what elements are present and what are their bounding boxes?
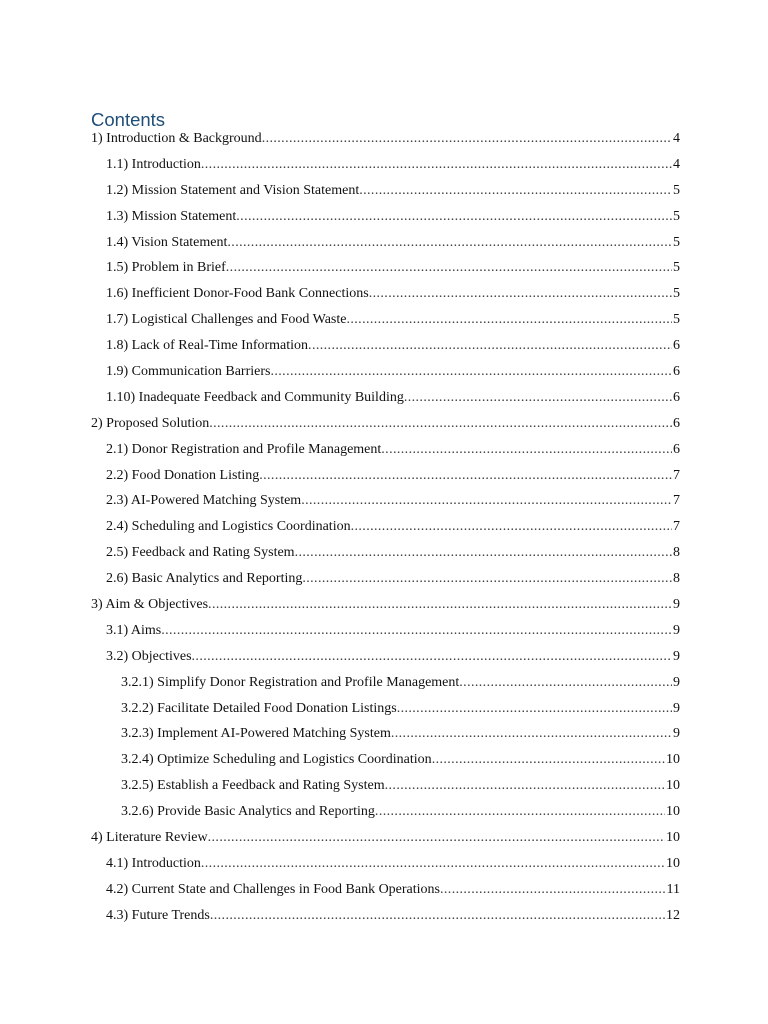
dot-leader	[208, 597, 672, 613]
toc-entry-title: 2) Proposed Solution	[91, 415, 210, 431]
dot-leader	[359, 183, 672, 199]
toc-entry-page-number: 9	[673, 700, 680, 716]
dot-leader	[381, 442, 672, 458]
dot-leader	[346, 312, 672, 328]
dot-leader	[301, 493, 672, 509]
toc-entry-page-number: 11	[666, 881, 680, 897]
dot-leader	[308, 338, 672, 354]
toc-entry[interactable]	[91, 131, 680, 157]
toc-entry-page-number: 9	[673, 622, 680, 638]
toc-entry-title: 1.5) Problem in Brief	[106, 260, 226, 276]
toc-entry-title: 3.2.5) Establish a Feedback and Rating System	[121, 778, 385, 794]
dot-leader	[351, 519, 672, 535]
toc-entry-page-number: 4	[673, 131, 680, 146]
toc-entry[interactable]	[91, 338, 680, 364]
toc-entry[interactable]	[91, 726, 680, 752]
toc-entry[interactable]	[91, 183, 680, 209]
toc-entry-title: 1.3) Mission Statement	[106, 208, 237, 224]
dot-leader	[161, 623, 672, 639]
dot-leader	[295, 545, 672, 561]
toc-entry-page-number: 7	[673, 493, 680, 509]
toc-entry-page-number: 6	[673, 338, 680, 354]
dot-leader	[397, 701, 672, 717]
toc-entry-page-number: 6	[673, 415, 680, 431]
toc-entry[interactable]	[91, 882, 680, 908]
dot-leader	[459, 675, 672, 691]
toc-entry-title: 3.2.4) Optimize Scheduling and Logistics Coordination	[121, 752, 432, 768]
toc-entry-page-number: 5	[673, 234, 680, 250]
toc-entry[interactable]	[91, 545, 680, 571]
toc-entry-page-number: 5	[673, 286, 680, 302]
toc-entry-page-number: 7	[673, 519, 680, 535]
toc-entry-page-number: 6	[673, 441, 680, 457]
toc-entry[interactable]	[91, 778, 680, 804]
toc-entry-page-number: 9	[673, 597, 680, 613]
toc-entry[interactable]	[91, 830, 680, 856]
dot-leader	[210, 908, 665, 924]
dot-leader	[192, 649, 672, 665]
toc-entry[interactable]	[91, 649, 680, 675]
toc-entry[interactable]	[91, 908, 680, 934]
toc-entry-title: 1.2) Mission Statement and Vision Statement	[106, 182, 360, 198]
toc-entry-title: 2.4) Scheduling and Logistics Coordination	[106, 519, 351, 535]
toc-entry[interactable]	[91, 856, 680, 882]
toc-entry[interactable]	[91, 442, 680, 468]
dot-leader	[369, 286, 672, 302]
toc-entry-page-number: 6	[673, 389, 680, 405]
dot-leader	[270, 364, 672, 380]
toc-entry-title: 2.2) Food Donation Listing	[106, 467, 260, 483]
toc-entry-page-number: 9	[673, 726, 680, 742]
toc-entry[interactable]	[91, 804, 680, 830]
toc-entry-title: 4.2) Current State and Challenges in Food Bank Operations	[106, 881, 440, 897]
toc-entry-page-number: 8	[673, 545, 680, 561]
toc-entry-title: 1.9) Communication Barriers	[106, 364, 271, 380]
dot-leader	[201, 856, 665, 872]
toc-entry[interactable]	[91, 209, 680, 235]
toc-entry-title: 3.2.3) Implement AI-Powered Matching System	[121, 726, 391, 742]
toc-entry-page-number: 7	[673, 467, 680, 483]
toc-entry[interactable]	[91, 390, 680, 416]
dot-leader	[226, 260, 672, 276]
toc-entry-title: 2.1) Donor Registration and Profile Management	[106, 441, 382, 457]
toc-entry[interactable]	[91, 571, 680, 597]
toc-entry-title: 1.7) Logistical Challenges and Food Waste	[106, 312, 347, 328]
toc-entry-page-number: 4	[673, 156, 680, 172]
toc-entry-page-number: 5	[673, 182, 680, 198]
toc-entry-page-number: 5	[673, 312, 680, 328]
toc-entry-page-number: 8	[673, 571, 680, 587]
dot-leader	[208, 830, 665, 846]
toc-entry[interactable]	[91, 752, 680, 778]
toc-entry[interactable]	[91, 235, 680, 261]
toc-entry-title: 2.6) Basic Analytics and Reporting	[106, 571, 303, 587]
toc-entry-title: 1.4) Vision Statement	[106, 234, 228, 250]
toc-entry-title: 1.6) Inefficient Donor-Food Bank Connections	[106, 286, 369, 302]
toc-entry[interactable]	[91, 286, 680, 312]
toc-entry-title: 4.3) Future Trends	[106, 907, 210, 923]
toc-entry-title: 3.2.2) Facilitate Detailed Food Donation Listings	[121, 700, 397, 716]
toc-entry[interactable]	[91, 157, 680, 183]
dot-leader	[404, 390, 672, 406]
toc-entry[interactable]	[91, 519, 680, 545]
toc-entry-page-number: 6	[673, 364, 680, 380]
dot-leader	[259, 468, 672, 484]
toc-entry-page-number: 10	[666, 804, 680, 820]
table-of-contents	[91, 131, 680, 934]
dot-leader	[262, 131, 672, 147]
toc-entry-title: 1.1) Introduction	[106, 156, 201, 172]
toc-entry-title: 2.5) Feedback and Rating System	[106, 545, 295, 561]
toc-heading: Contents	[91, 109, 166, 130]
toc-entry[interactable]	[91, 260, 680, 286]
toc-entry-title: 1.10) Inadequate Feedback and Community Building	[106, 389, 404, 405]
dot-leader	[302, 571, 672, 587]
toc-entry-title: 3.2) Objectives	[106, 648, 192, 664]
dot-leader	[385, 778, 665, 794]
toc-entry-page-number: 5	[673, 260, 680, 276]
toc-entry-page-number: 10	[666, 830, 680, 846]
toc-entry-page-number: 10	[666, 752, 680, 768]
dot-leader	[391, 726, 672, 742]
toc-entry-title: 3.2.1) Simplify Donor Registration and Profile Management	[121, 674, 460, 690]
toc-entry[interactable]	[91, 675, 680, 701]
toc-entry-title: 4) Literature Review	[91, 830, 208, 846]
toc-entry[interactable]	[91, 468, 680, 494]
toc-entry-title: 1.8) Lack of Real-Time Information	[106, 338, 309, 354]
toc-entry-page-number: 9	[673, 674, 680, 690]
dot-leader	[375, 804, 665, 820]
toc-entry-page-number: 10	[666, 778, 680, 794]
toc-entry[interactable]	[91, 701, 680, 727]
toc-entry[interactable]	[91, 597, 680, 623]
toc-entry-page-number: 10	[666, 855, 680, 871]
toc-entry-page-number: 9	[673, 648, 680, 664]
toc-entry-title: 4.1) Introduction	[106, 855, 201, 871]
dot-leader	[440, 882, 666, 898]
toc-entry-title: 1) Introduction & Background	[91, 131, 262, 146]
toc-entry[interactable]	[91, 364, 680, 390]
toc-entry-title: 3.1) Aims	[106, 622, 162, 638]
toc-entry-page-number: 12	[666, 907, 680, 923]
toc-entry-title: 3) Aim & Objectives	[91, 597, 209, 613]
toc-entry-title: 3.2.6) Provide Basic Analytics and Reporting	[121, 804, 375, 820]
toc-entry-page-number: 5	[673, 208, 680, 224]
dot-leader	[227, 235, 672, 251]
toc-entry-title: 2.3) AI-Powered Matching System	[106, 493, 302, 509]
dot-leader	[209, 416, 672, 432]
dot-leader	[432, 752, 665, 768]
toc-entry[interactable]	[91, 416, 680, 442]
toc-entry[interactable]	[91, 623, 680, 649]
dot-leader	[201, 157, 672, 173]
toc-entry[interactable]	[91, 312, 680, 338]
toc-entry[interactable]	[91, 493, 680, 519]
dot-leader	[236, 209, 672, 225]
